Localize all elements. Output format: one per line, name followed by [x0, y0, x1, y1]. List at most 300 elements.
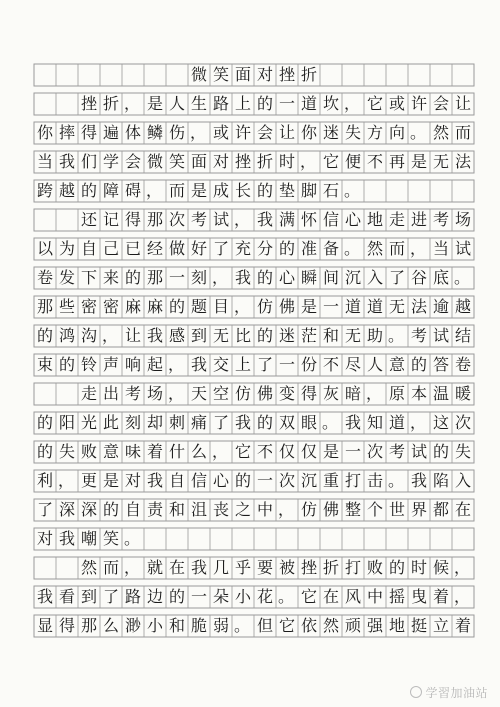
grid-cell: 发 — [58, 268, 75, 287]
grid-cell: 。 — [410, 123, 427, 142]
grid-cell: 重 — [322, 471, 339, 490]
grid-cell: 人 — [366, 355, 383, 374]
grid-cell: 它 — [234, 442, 251, 461]
grid-cell: 伤 — [168, 123, 185, 142]
grid-cell: 地 — [366, 210, 383, 229]
grid-cell: 那 — [36, 297, 53, 316]
grid-cell: 己 — [102, 239, 119, 258]
grid-cell: 变 — [278, 384, 295, 403]
grid-cell: 么 — [102, 616, 119, 635]
grid-cell: 仿 — [256, 297, 273, 316]
grid-cell: 自 — [80, 239, 97, 258]
grid-cell: 佛 — [322, 500, 339, 519]
grid-cell: 风 — [344, 587, 361, 606]
grid-cell: 我 — [58, 152, 75, 171]
grid-cell: 次 — [366, 442, 383, 461]
grid-cell: 得 — [80, 123, 97, 142]
grid-cell: 得 — [58, 616, 75, 635]
grid-cell: 无 — [212, 326, 229, 345]
grid-cell: 对 — [212, 152, 229, 171]
grid-cell: 底 — [432, 268, 449, 287]
grid-cell: 考 — [190, 210, 207, 229]
grid-cell: 了 — [212, 239, 229, 258]
grid-cell: 我 — [146, 471, 163, 490]
grid-cell: 地 — [388, 616, 405, 635]
grid-cell: 的 — [36, 413, 53, 432]
grid-cell: 试 — [454, 239, 471, 258]
grid-cell: ， — [124, 558, 141, 577]
grid-cell: 是 — [410, 152, 427, 171]
grid-cell: 不 — [322, 355, 339, 374]
grid-cell: 意 — [102, 442, 119, 461]
grid-cell: 准 — [300, 239, 317, 258]
grid-cell: ， — [102, 326, 119, 345]
grid-cell: 的 — [168, 297, 185, 316]
grid-cell: ， — [234, 297, 251, 316]
grid-row — [34, 383, 474, 405]
grid-cell: 时 — [410, 558, 427, 577]
grid-cell: 上 — [234, 355, 251, 374]
grid-cell: 了 — [256, 355, 273, 374]
grid-cell: ， — [190, 123, 207, 142]
grid-cell: 我 — [234, 413, 251, 432]
grid-cell: 得 — [300, 384, 317, 403]
grid-cell: 瞬 — [300, 268, 317, 287]
grid-cell: 向 — [388, 123, 405, 142]
grid-cell: 会 — [256, 123, 273, 142]
grid-cell: 然 — [80, 558, 97, 577]
grid-cell: 一 — [168, 268, 185, 287]
grid-cell: 尽 — [344, 355, 361, 374]
grid-cell: 笑 — [212, 65, 229, 84]
grid-cell: 是 — [322, 442, 339, 461]
grid-cell: 眼 — [300, 413, 317, 432]
grid-cell: 让 — [278, 123, 295, 142]
grid-cell: 显 — [36, 616, 53, 635]
grid-cell: 时 — [278, 152, 295, 171]
grid-cell: 以 — [36, 239, 53, 258]
grid-cell: 败 — [366, 558, 383, 577]
grid-cell: 题 — [190, 297, 207, 316]
grid-cell: 它 — [300, 587, 317, 606]
grid-cell: 灰 — [322, 384, 339, 403]
grid-cell: 顽 — [344, 616, 361, 635]
grid-cell: 花 — [256, 587, 273, 606]
grid-cell: 份 — [300, 355, 317, 374]
grid-row — [34, 209, 474, 231]
grid-cell: 是 — [190, 181, 207, 200]
grid-cell: 的 — [278, 239, 295, 258]
grid-cell: 被 — [278, 558, 295, 577]
grid-cell: 下 — [80, 268, 97, 287]
grid-cell: 到 — [80, 587, 97, 606]
grid-cell: 摔 — [58, 123, 75, 142]
grid-cell: 你 — [36, 123, 53, 142]
grid-cell: 折 — [300, 65, 317, 84]
grid-cell: 小 — [234, 587, 251, 606]
grid-cell: 出 — [102, 384, 119, 403]
grid-cell: 失 — [344, 123, 361, 142]
grid-cell: 的 — [388, 558, 405, 577]
grid-row — [34, 499, 474, 521]
grid-cell: 么 — [190, 442, 207, 461]
grid-cell: 和 — [168, 500, 185, 519]
grid-cell: 然 — [322, 616, 339, 635]
grid-cell: 分 — [256, 239, 273, 258]
grid-cell: 已 — [124, 239, 141, 258]
grid-cell: 之 — [234, 500, 251, 519]
grid-cell: 考 — [124, 384, 141, 403]
grid-cell: 再 — [388, 152, 405, 171]
grid-cell: 沟 — [80, 326, 97, 345]
grid-cell: 中 — [256, 500, 273, 519]
grid-cell: 朵 — [212, 587, 229, 606]
grid-cell: 本 — [410, 384, 427, 403]
grid-cell: 遍 — [102, 123, 119, 142]
grid-cell: ， — [344, 94, 361, 113]
grid-cell: 。 — [124, 529, 141, 548]
grid-cell: 会 — [432, 94, 449, 113]
grid-cell: 茫 — [300, 326, 317, 345]
grid-cell: 考 — [410, 326, 427, 345]
grid-cell: 逾 — [432, 297, 449, 316]
grid-row — [34, 267, 474, 289]
grid-cell: 意 — [388, 355, 405, 374]
grid-cell: 乎 — [234, 558, 251, 577]
grid-cell: 这 — [432, 413, 449, 432]
grid-cell: 我 — [36, 587, 53, 606]
grid-cell: 和 — [322, 326, 339, 345]
grid-cell: 在 — [168, 558, 185, 577]
grid-cell: 备 — [322, 239, 339, 258]
grid-cell: 心 — [212, 471, 229, 490]
grid-cell: ， — [212, 268, 229, 287]
grid-cell: 垫 — [278, 181, 295, 200]
grid-cell: 满 — [278, 210, 295, 229]
grid-cell: 生 — [190, 94, 207, 113]
grid-cell: 挫 — [80, 94, 97, 113]
grid-cell: 沉 — [300, 471, 317, 490]
grid-cell: 沮 — [190, 500, 207, 519]
grid-cell: 了 — [388, 268, 405, 287]
grid-cell: 次 — [454, 413, 471, 432]
grid-cell: 对 — [124, 471, 141, 490]
grid-cell: 走 — [388, 210, 405, 229]
grid-cell: 是 — [300, 297, 317, 316]
grid-cell: 信 — [190, 471, 207, 490]
grid-cell: 无 — [432, 152, 449, 171]
grid-cell: 心 — [344, 210, 361, 229]
grid-cell: 几 — [212, 558, 229, 577]
grid-cell: 深 — [58, 500, 75, 519]
grid-cell: 折 — [256, 152, 273, 171]
grid-cell: 仅 — [300, 442, 317, 461]
grid-cell: 原 — [388, 384, 405, 403]
grid-cell: 走 — [80, 384, 97, 403]
grid-cell: 来 — [102, 268, 119, 287]
grid-cell: 密 — [80, 297, 97, 316]
grid-cell: 鳞 — [146, 123, 163, 142]
grid-cell: 道 — [366, 297, 383, 316]
grid-cell: ， — [410, 239, 427, 258]
grid-cell: 些 — [58, 297, 75, 316]
grid-cell: 世 — [388, 500, 405, 519]
grid-cell: 挫 — [234, 152, 251, 171]
grid-cell: 了 — [212, 413, 229, 432]
grid-cell: 而 — [102, 558, 119, 577]
grid-cell: 然 — [366, 239, 383, 258]
grid-cell: 刻 — [190, 268, 207, 287]
grid-cell: 那 — [80, 616, 97, 635]
grid-cell: 挺 — [410, 616, 427, 635]
grid-cell: 卷 — [36, 268, 53, 287]
grid-cell: 道 — [388, 413, 405, 432]
grid-cell: 脆 — [190, 616, 207, 635]
grid-cell: 铃 — [80, 355, 97, 374]
grid-cell: 起 — [146, 355, 163, 374]
grid-cell: 在 — [322, 587, 339, 606]
grid-cell: 深 — [80, 500, 97, 519]
grid-cell: 它 — [366, 94, 383, 113]
grid-cell: 更 — [80, 471, 97, 490]
grid-cell: 还 — [80, 210, 97, 229]
grid-cell: 声 — [102, 355, 119, 374]
grid-cell: 它 — [278, 616, 295, 635]
grid-cell: 脚 — [300, 181, 317, 200]
grid-cell: 了 — [36, 500, 53, 519]
grid-cell: 打 — [344, 558, 361, 577]
grid-cell: 候 — [432, 558, 449, 577]
grid-cell: 弱 — [212, 616, 229, 635]
grid-cell: 挫 — [278, 65, 295, 84]
grid-cell: ， — [124, 94, 141, 113]
grid-cell: 我 — [234, 268, 251, 287]
grid-cell: 是 — [146, 94, 163, 113]
grid-cell: 信 — [322, 210, 339, 229]
grid-cell: 嘲 — [80, 529, 97, 548]
grid-cell: 沉 — [344, 268, 361, 287]
grid-cell: 们 — [80, 152, 97, 171]
grid-cell: 为 — [58, 239, 75, 258]
grid-cell: ， — [146, 181, 163, 200]
grid-cell: 。 — [388, 471, 405, 490]
grid-cell: 麻 — [124, 297, 141, 316]
grid-row — [34, 93, 474, 115]
grid-cell: 上 — [234, 94, 251, 113]
grid-row — [34, 325, 474, 347]
grid-cell: 仿 — [234, 384, 251, 403]
grid-cell: ， — [58, 471, 75, 490]
grid-cell: 。 — [278, 587, 295, 606]
watermark-text: 学習加油站 — [425, 686, 488, 700]
grid-cell: 比 — [234, 326, 251, 345]
grid-cell: ， — [454, 558, 471, 577]
grid-cell: 做 — [168, 239, 185, 258]
grid-cell: 石 — [322, 181, 339, 200]
grid-cell: 次 — [168, 210, 185, 229]
grid-cell: 的 — [234, 471, 251, 490]
grid-cell: 考 — [432, 210, 449, 229]
grid-cell: 碍 — [124, 181, 141, 200]
grid-cell: 助 — [366, 326, 383, 345]
grid-cell: ， — [168, 384, 185, 403]
grid-cell: 的 — [124, 268, 141, 287]
grid-cell: 越 — [454, 297, 471, 316]
grid-cell: 。 — [344, 181, 361, 200]
grid-cell: 密 — [102, 297, 119, 316]
grid-row — [34, 528, 474, 550]
grid-cell: 结 — [454, 326, 471, 345]
grid-cell: 感 — [168, 326, 185, 345]
grid-cell: 天 — [190, 384, 207, 403]
grid-cell: 一 — [278, 355, 295, 374]
grid-cell: 一 — [256, 471, 273, 490]
grid-cell: 。 — [388, 326, 405, 345]
grid-cell: 中 — [366, 587, 383, 606]
grid-cell: 我 — [190, 558, 207, 577]
grid-cell: 入 — [366, 268, 383, 287]
grid-cell: 目 — [212, 297, 229, 316]
grid-cell: 我 — [256, 210, 273, 229]
grid-cell: 道 — [300, 94, 317, 113]
grid-cell: ， — [366, 384, 383, 403]
grid-cell: 着 — [432, 587, 449, 606]
grid-cell: 空 — [212, 384, 229, 403]
grid-cell: 和 — [168, 616, 185, 635]
grid-cell: 光 — [80, 413, 97, 432]
grid-cell: 微 — [146, 152, 163, 171]
grid-cell: 挫 — [300, 558, 317, 577]
grid-cell: 进 — [410, 210, 427, 229]
grid-cell: ， — [168, 355, 185, 374]
grid-cell: 便 — [344, 152, 361, 171]
grid-cell: 强 — [366, 616, 383, 635]
grid-cell: 你 — [300, 123, 317, 142]
grid-cell: 的 — [256, 326, 273, 345]
grid-cell: 它 — [322, 152, 339, 171]
grid-cell: 法 — [454, 152, 471, 171]
grid-cell: 入 — [454, 471, 471, 490]
grid-cell: 许 — [234, 123, 251, 142]
grid-cell: 都 — [432, 500, 449, 519]
grid-cell: 折 — [322, 558, 339, 577]
grid-cell: 体 — [124, 123, 141, 142]
grid-cell: 笑 — [102, 529, 119, 548]
grid-cell: 在 — [454, 500, 471, 519]
grid-cell: 。 — [344, 239, 361, 258]
grid-cell: 此 — [102, 413, 119, 432]
grid-cell: 不 — [256, 442, 273, 461]
grid-cell: ， — [300, 152, 317, 171]
grid-cell: 学 — [102, 152, 119, 171]
grid-cell: 的 — [102, 500, 119, 519]
grid-cell: 。 — [322, 413, 339, 432]
grid-cell: 失 — [454, 442, 471, 461]
grid-cell: 失 — [58, 442, 75, 461]
grid-cell: 对 — [36, 529, 53, 548]
grid-cell: 充 — [234, 239, 251, 258]
grid-cell: 个 — [366, 500, 383, 519]
grid-cell: 渺 — [124, 616, 141, 635]
grid-cell: 立 — [432, 616, 449, 635]
grid-row — [34, 122, 474, 144]
grid-cell: 仅 — [278, 442, 295, 461]
grid-cell: 坎 — [322, 94, 339, 113]
grid-row — [34, 557, 474, 579]
grid-cell: 的 — [36, 442, 53, 461]
grid-cell: 责 — [146, 500, 163, 519]
grid-cell: 暗 — [344, 384, 361, 403]
grid-cell: 或 — [212, 123, 229, 142]
grid-cell: 痛 — [190, 413, 207, 432]
grid-row — [34, 412, 474, 434]
grid-cell: 或 — [388, 94, 405, 113]
grid-cell: 的 — [410, 355, 427, 374]
grid-cell: 仿 — [300, 500, 317, 519]
grid-cell: 到 — [190, 326, 207, 345]
grid-cell: 刺 — [168, 413, 185, 432]
grid-cell: 笑 — [168, 152, 185, 171]
grid-row — [34, 151, 474, 173]
grid-cell: 我 — [146, 326, 163, 345]
grid-cell: ， — [212, 442, 229, 461]
grid-cell: 微 — [190, 65, 207, 84]
grid-cell: 一 — [344, 442, 361, 461]
grid-cell: ， — [278, 500, 295, 519]
grid-cell: 那 — [146, 210, 163, 229]
grid-cell: 我 — [58, 529, 75, 548]
grid-cell: 味 — [124, 442, 141, 461]
grid-cell: 就 — [146, 558, 163, 577]
grid-cell: 成 — [212, 181, 229, 200]
grid-cell: 自 — [124, 500, 141, 519]
grid-cell: 一 — [278, 94, 295, 113]
grid-cell: 阳 — [58, 413, 75, 432]
grid-cell: 当 — [432, 239, 449, 258]
grid-cell: 方 — [366, 123, 383, 142]
grid-cell: 依 — [300, 616, 317, 635]
grid-cell: 击 — [366, 471, 383, 490]
grid-cell: 了 — [102, 587, 119, 606]
grid-cell: 当 — [36, 152, 53, 171]
grid-cell: 要 — [256, 558, 273, 577]
grid-cell: 摇 — [388, 587, 405, 606]
grid-cell: 自 — [168, 471, 185, 490]
grid-cell: 的 — [256, 94, 273, 113]
grid-cell: 那 — [146, 268, 163, 287]
grid-cell: 着 — [146, 442, 163, 461]
grid-cell: 人 — [168, 94, 185, 113]
grid-cell: 知 — [366, 413, 383, 432]
grid-cell: 场 — [146, 384, 163, 403]
grid-cell: 佛 — [256, 384, 273, 403]
grid-cell: ， — [410, 413, 427, 432]
grid-cell: 谷 — [410, 268, 427, 287]
grid-cell: 长 — [234, 181, 251, 200]
grid-cell: 而 — [168, 181, 185, 200]
grid-cell: 。 — [454, 268, 471, 287]
grid-cell: 我 — [410, 471, 427, 490]
grid-cell: 看 — [58, 587, 75, 606]
grid-row — [34, 296, 474, 318]
grid-cell: 面 — [190, 152, 207, 171]
grid-cell: 卷 — [454, 355, 471, 374]
grid-cell: 让 — [454, 94, 471, 113]
grid-cell: 打 — [344, 471, 361, 490]
grid-row — [34, 441, 474, 463]
grid-cell: 面 — [234, 65, 251, 84]
grid-cell: 束 — [36, 355, 53, 374]
